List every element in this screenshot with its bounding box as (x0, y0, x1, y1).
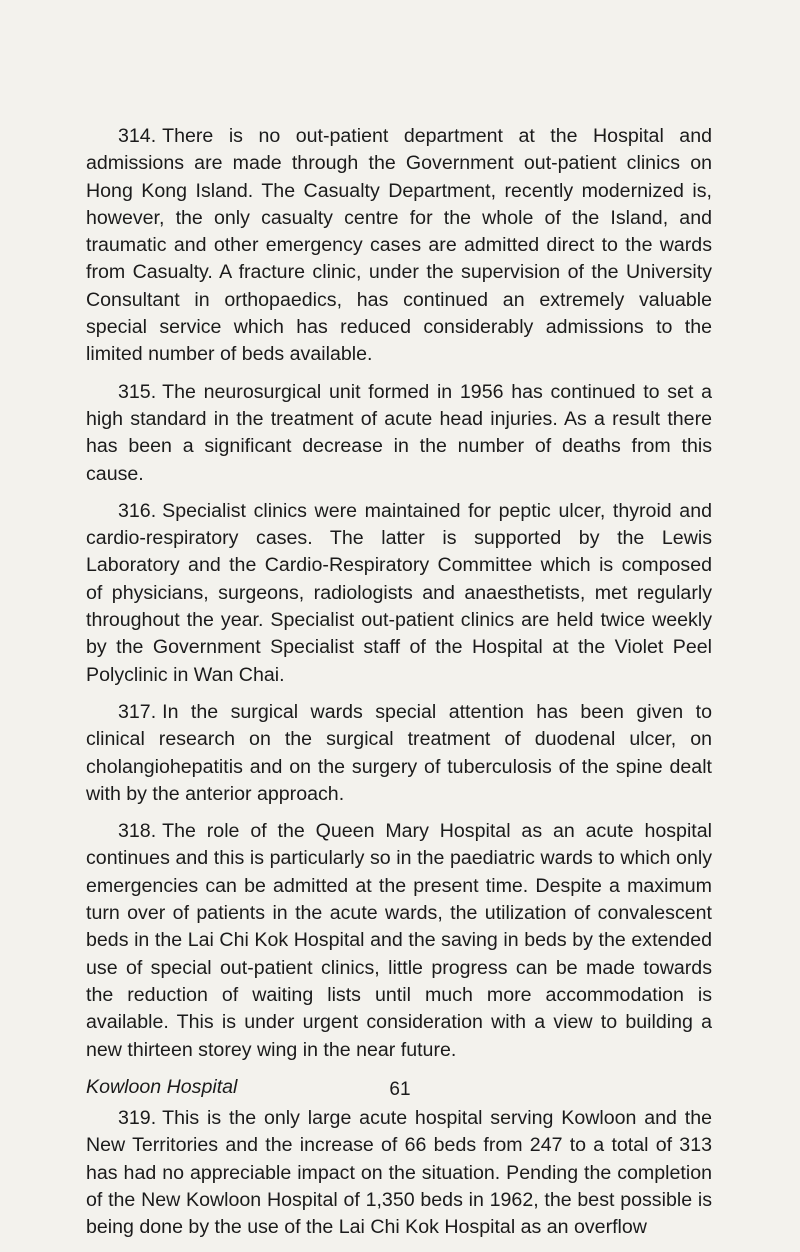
page-number: 61 (389, 1079, 411, 1100)
paragraph-text: In the surgical wards special attention has been given to clinical research on the surgical treatment of duodenal ulcer, on cholangiohepatitis and on the surgery of tuberculosis of the spine dealt with by the anterior approach. (86, 700, 712, 805)
paragraph-number: 317. (118, 700, 157, 723)
section-heading: Kowloon Hospital (86, 1075, 238, 1098)
paragraph-text: The neurosurgical unit formed in 1956 has continued to set a high standard in the treatment of acute head injuries. As a result there has been a significant decrease in the number of deaths from this cause. (86, 380, 712, 485)
paragraph-315 (86, 379, 712, 488)
paragraph-number: 316. (118, 499, 157, 522)
paragraph-number: 314. (118, 125, 157, 147)
paragraph-number: 319. (118, 1107, 157, 1130)
paragraph-316 (86, 498, 712, 689)
paragraph-text: This is the only large acute hospital serving Kowloon and the New Territories and the increase of 66 beds from 247 to a total of 313 has had no appreciable impact on the situation. Pending the completion of the New Kowloon Hospital of 1,350 beds in 1962, the best possible is being done by the use of the Lai Chi Kok Hospital as an overflow (86, 1107, 712, 1239)
paragraph-text: The role of the Queen Mary Hospital as an acute hospital continues and this is particularly so in the paediatric wards to which only emergencies can be admitted at the present time. Despite a maximum turn over of patients in the acute wards, the utilization of convalescent beds in the Lai Chi Kok Hospital and the saving in beds by the extended use of special out-patient clinics, little progress can be made towards the reduction of waiting lists until much more accommodation is available. This is under urgent consideration with a view to building a new thirteen storey wing in the near future. (86, 820, 712, 1061)
paragraph-317 (86, 699, 712, 808)
paragraph-text: Specialist clinics were maintained for peptic ulcer, thyroid and cardio-respiratory cases. The latter is supported by the Lewis Laboratory and the Cardio-Respiratory Committee which is composed of physicians, surgeons, radiologists and anaesthetists, met regularly throughout the year. Specialist out-patient clinics are held twice weekly by the Government Specialist staff of the Hospital at the Violet Peel Polyclinic in Wan Chai. (86, 499, 712, 686)
paragraph-314 (86, 123, 712, 369)
paragraph-number: 315. (118, 380, 157, 403)
paragraph-number: 318. (118, 820, 157, 843)
paragraph-319 (86, 1105, 712, 1241)
paragraph-text: There is no out-patient department at the Hospital and admissions are made through the Government out-patient clinics on Hong Kong Island. The Casualty Department, recently modernized is, however, the only casualty centre for the whole of the Island, and traumatic and other emergency cases are admitted direct to the wards from Casualty. A fracture clinic, under the supervision of the University Consultant in orthopaedics, has continued an extremely valuable special service which has reduced considerably admissions to the limited number of beds available. (86, 125, 712, 366)
paragraph-318 (86, 818, 712, 1064)
